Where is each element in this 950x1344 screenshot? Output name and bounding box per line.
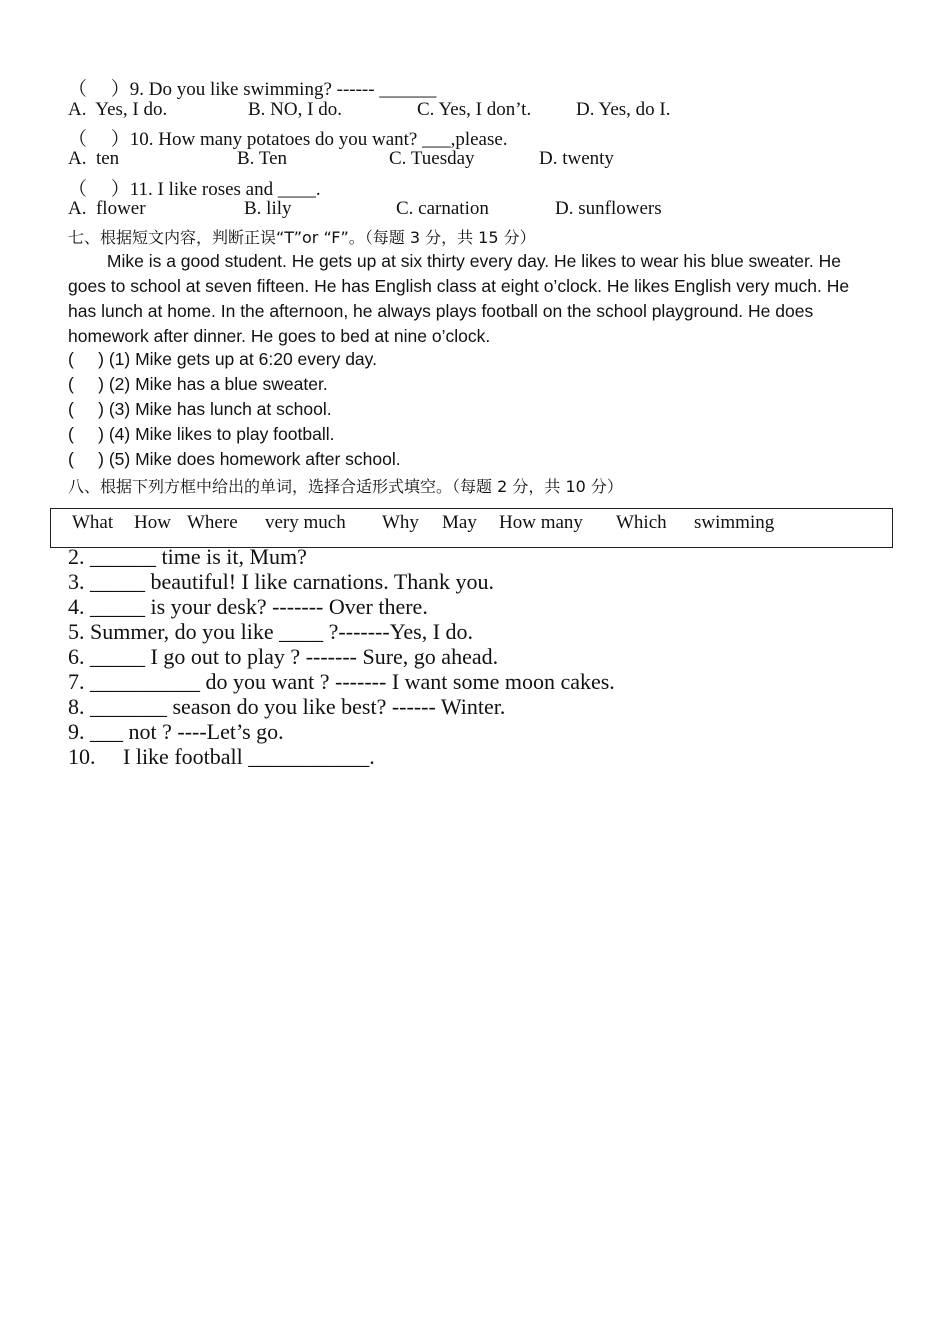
fill-item: 2. ______ time is it, Mum?: [68, 544, 307, 569]
reading-passage: Mike is a good student. He gets up at six thirty every day. He likes to wear his blue sweater. He goes to school at seven fifteen. He has English class at eight o’clock. He likes English very much. He has lunch at home. In the afternoon, he always plays football on the school playground. He does homework after dinner. He goes to bed at nine o’clock.: [68, 251, 854, 346]
word-bank-item: How: [134, 512, 171, 533]
question-10-options: [68, 148, 868, 172]
tf-item: ( ) (2) Mike has a blue sweater.: [68, 374, 328, 394]
word-bank-item: May: [442, 512, 477, 533]
tf-item: ( ) (5) Mike does homework after school.: [68, 449, 401, 469]
fill-item: 6. _____ I go out to play ? ------- Sure, go ahead.: [68, 644, 499, 669]
word-bank-item: very much: [265, 512, 346, 533]
fill-item: 3. _____ beautiful! I like carnations. Thank you.: [68, 569, 495, 594]
word-bank-box: [50, 508, 893, 548]
option-d: D. twenty: [539, 148, 614, 169]
fill-item: 10. I like football ___________.: [68, 744, 375, 769]
fill-item: 5. Summer, do you like ____ ?-------Yes, I do.: [68, 619, 474, 644]
fill-item: 7. __________ do you want ? ------- I want some moon cakes.: [68, 669, 615, 694]
option-b: B. Ten: [237, 148, 288, 169]
option-b: B. NO, I do.: [248, 99, 342, 120]
section-7-heading: 七、根据短文内容，判断正误“T”or “F”。（每题 3 分，共 15 分）: [68, 228, 536, 247]
question-11-stem: （ ）11. I like roses and ____.: [68, 179, 321, 200]
option-a: A. Yes, I do.: [68, 99, 168, 120]
word-bank-item: Where: [187, 512, 238, 533]
option-d: D. Yes, do I.: [576, 99, 671, 120]
option-c: C. Yes, I don’t.: [417, 99, 532, 120]
option-d: D. sunflowers: [555, 198, 662, 219]
option-a: A. flower: [68, 198, 146, 219]
word-bank-item: Why: [382, 512, 419, 533]
option-b: B. lily: [244, 198, 292, 219]
option-a: A. ten: [68, 148, 120, 169]
fill-item: 9. ___ not ? ----Let’s go.: [68, 719, 284, 744]
word-bank-item: How many: [499, 512, 583, 533]
word-bank-item: swimming: [694, 512, 775, 533]
question-11-options: [68, 198, 868, 222]
section-8-heading: 八、根据下列方框中给出的单词，选择合适形式填空。（每题 2 分，共 10 分）: [68, 477, 623, 496]
option-c: C. carnation: [396, 198, 489, 219]
tf-item: ( ) (3) Mike has lunch at school.: [68, 399, 332, 419]
option-c: C. Tuesday: [389, 148, 475, 169]
tf-item: ( ) (4) Mike likes to play football.: [68, 424, 335, 444]
question-9-stem: （ ）9. Do you like swimming? ------ ______: [68, 79, 437, 100]
fill-item: 4. _____ is your desk? ------- Over there.: [68, 594, 428, 619]
question-10-stem: （ ）10. How many potatoes do you want? ___,please.: [68, 129, 508, 150]
word-bank-item: What: [72, 512, 114, 533]
question-9-options: [68, 99, 868, 123]
fill-item: 8. _______ season do you like best? ------ Winter.: [68, 694, 506, 719]
tf-item: ( ) (1) Mike gets up at 6:20 every day.: [68, 349, 377, 369]
word-bank-item: Which: [616, 512, 667, 533]
